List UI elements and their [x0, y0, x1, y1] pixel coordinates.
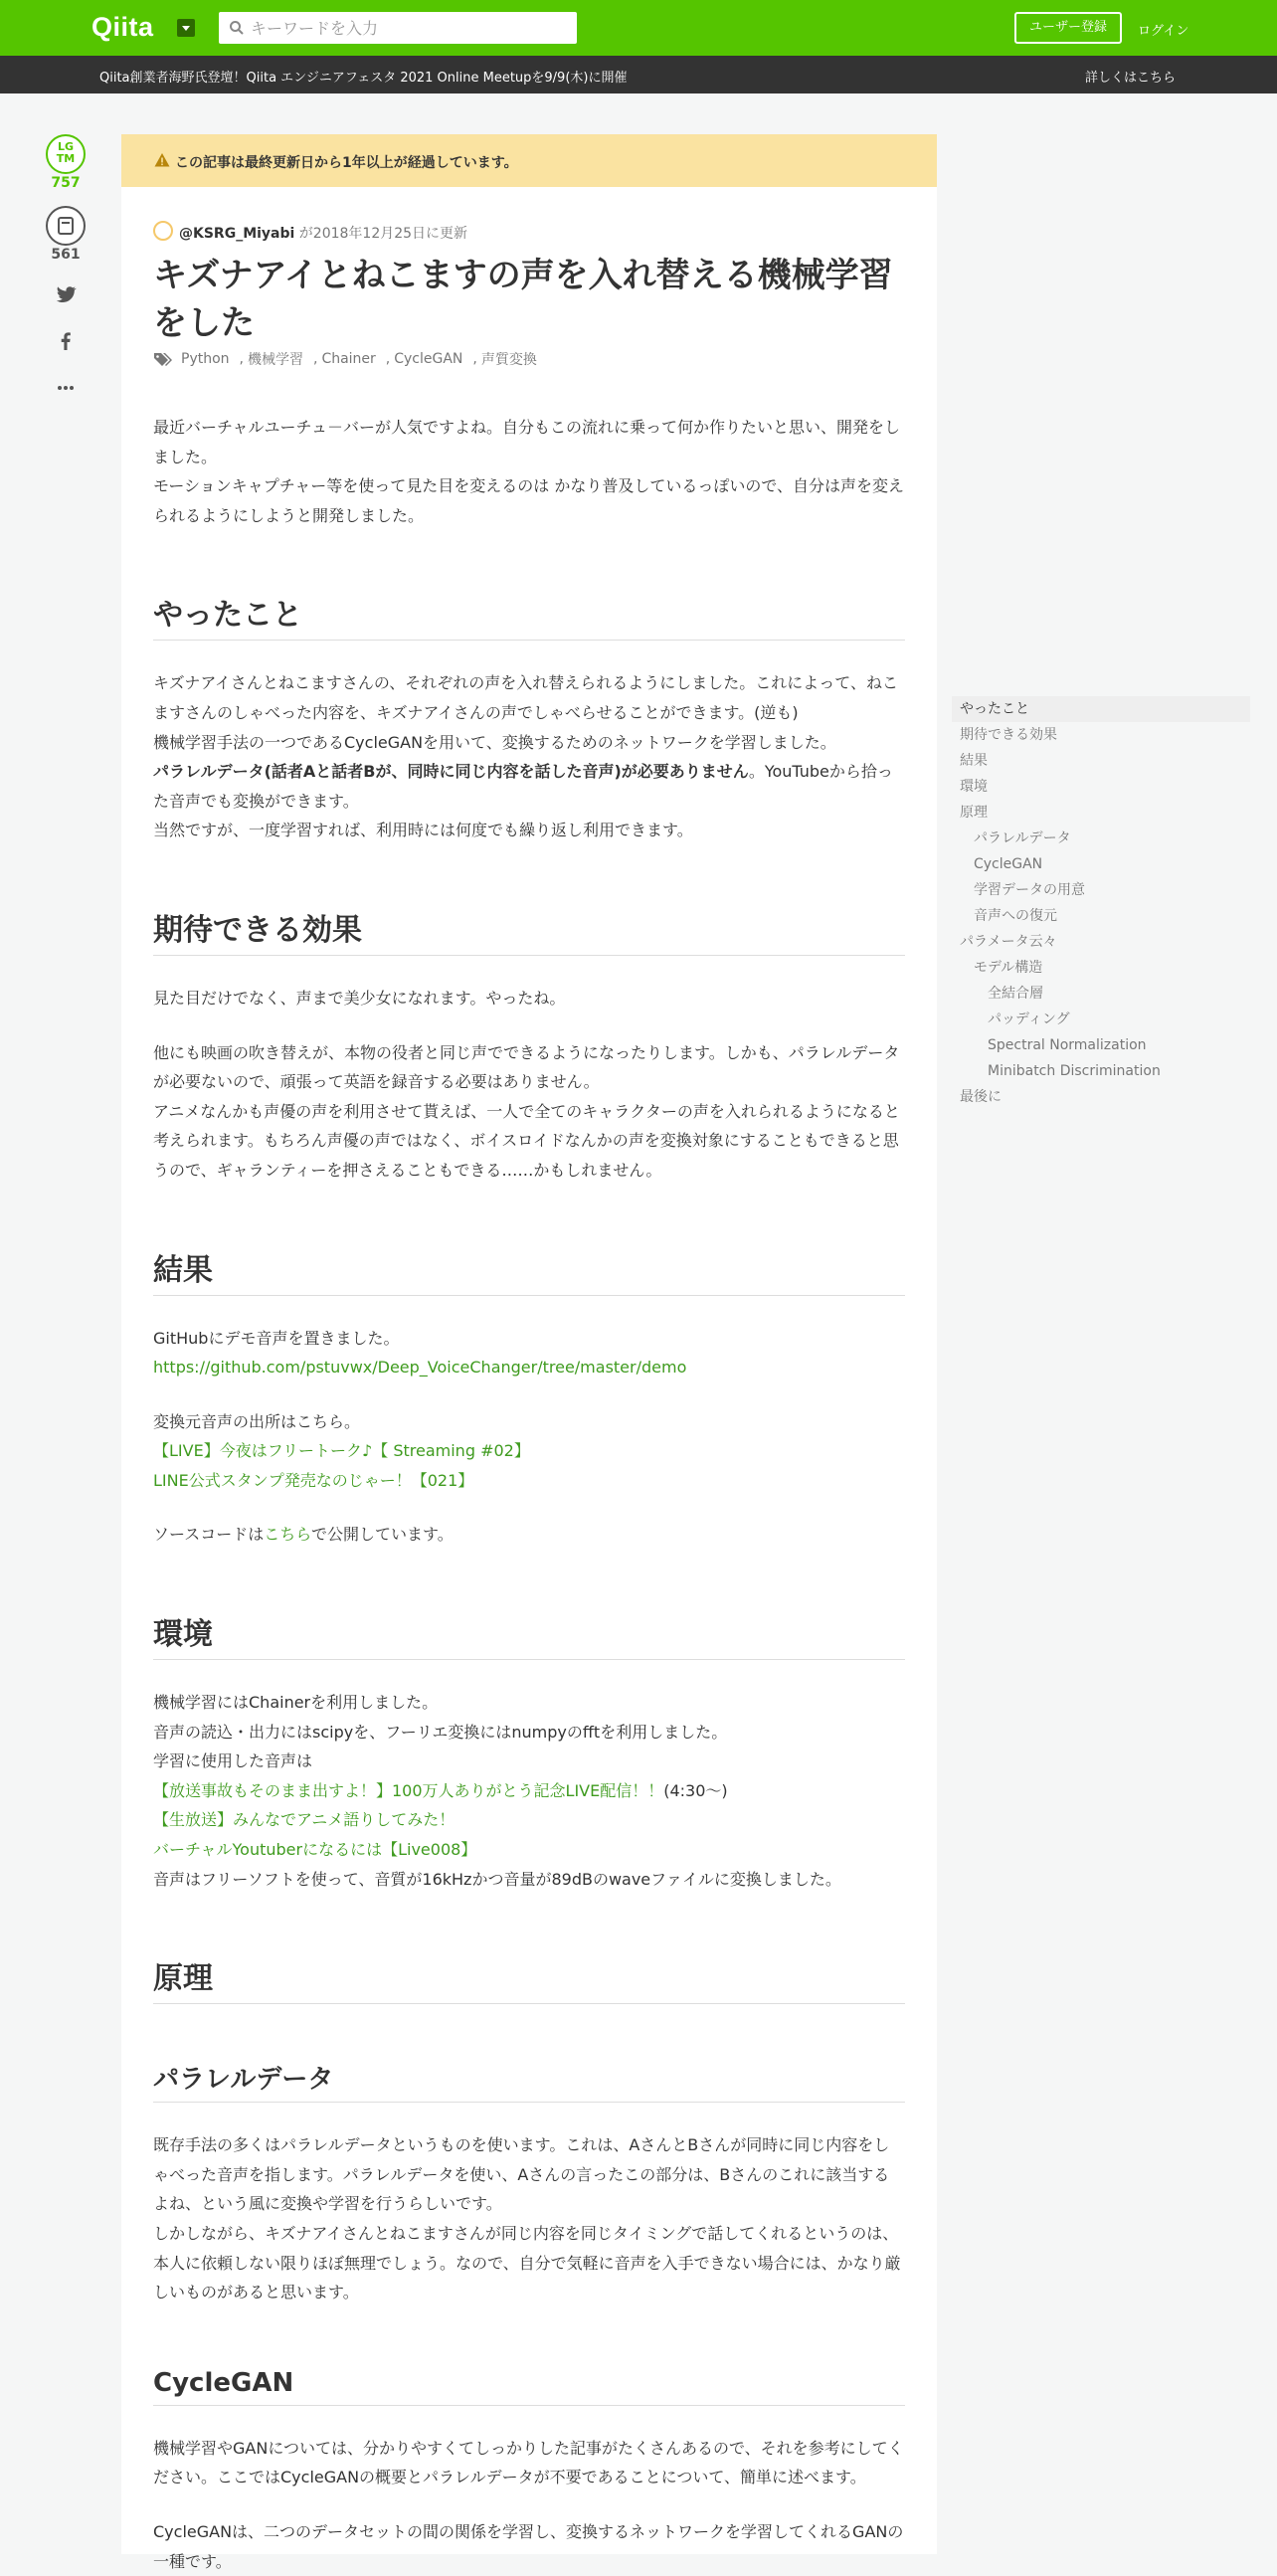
article-title: キズナアイとねこますの声を入れ替える機械学習をした — [153, 256, 893, 343]
demo-link[interactable]: https://github.com/pstuvwx/Deep_VoiceChanger/tree/master/demo — [153, 1358, 687, 1378]
warning-icon — [154, 152, 170, 168]
text: で公開しています。 — [311, 1525, 454, 1545]
login-link[interactable]: ログイン — [1138, 24, 1189, 39]
text: 。YouTubeから拾った音声でも変換ができます。 — [153, 762, 893, 811]
bold-text: パラレルデータ(話者Aと話者Bが、同時に同じ内容を話した音声)が必要ありません — [153, 762, 749, 782]
toc-item[interactable]: Minibatch Discrimination — [988, 1063, 1161, 1079]
toc-item[interactable]: 結果 — [960, 753, 988, 769]
paragraph: 機械学習やGANについては、分かりやすくてしっかりした記事がたくさんあるので、それを参考にしてください。ここではCycleGANの概要とパラレルデータが不要であることについて、簡単に述べます。 — [153, 2438, 904, 2487]
paragraph: モーションキャプチャー等を使って見た目を変えるのは かなり普及しているっぽいので、自分は声を変えられるようにしようと開発しました。 — [153, 476, 905, 525]
lgtm-button[interactable] — [46, 134, 86, 174]
paragraph: 既存手法の多くはパラレルデータというものを使います。これは、AさんとBさんが同時に同じ内容をしゃべった音声を指します。パラレルデータを使い、Aさんの言ったこの部分は、Bさんのこれに該当するよね、という風に変換や学習を行うらしいです。 — [153, 2135, 890, 2214]
tag-list: Python , 機械学習 , Chainer , CycleGAN , 声質変換 — [153, 349, 547, 369]
toc-item[interactable]: モデル構造 — [974, 960, 1043, 976]
stock-button[interactable] — [46, 206, 86, 246]
section-heading: やったこと — [153, 594, 905, 641]
toc-item[interactable]: 期待できる効果 — [960, 727, 1057, 743]
more-icon[interactable] — [54, 376, 78, 400]
qiita-logo[interactable]: Qiita — [91, 12, 154, 42]
section-heading: 期待できる効果 — [153, 909, 905, 956]
section-heading: 結果 — [153, 1249, 905, 1296]
text: (4:30～) — [663, 1780, 728, 1800]
paragraph: 学習に使用した音声は — [153, 1751, 313, 1771]
lgtm-count: 757 — [51, 175, 81, 191]
source-code-link[interactable]: こちら — [264, 1525, 312, 1545]
toc-item[interactable]: 学習データの用意 — [974, 882, 1085, 898]
source-video-link[interactable]: LINE公式スタンプ発売なのじゃー！【021】 — [153, 1470, 474, 1490]
paragraph: 他にも映画の吹き替えが、本物の役者と同じ声でできるようになったりします。しかも、パラレルデータが必要ないので、頑張って英語を録音する必要はありません。 — [153, 1042, 900, 1092]
tag-item[interactable]: Chainer — [321, 351, 376, 367]
paragraph: GitHubにデモ音声を置きました。 — [153, 1328, 400, 1348]
text: ソースコードは — [153, 1525, 265, 1545]
announcement-bar — [0, 56, 1277, 93]
tag-item[interactable]: 機械学習 — [247, 352, 303, 368]
subsection-heading: パラレルデータ — [153, 2060, 905, 2103]
subsection-heading: CycleGAN — [153, 2363, 905, 2406]
announcement-link[interactable]: 詳しくはこちら — [1084, 71, 1176, 86]
outdated-warning — [121, 134, 937, 187]
toc-item[interactable]: 音声への復元 — [974, 908, 1057, 924]
tag-item[interactable]: CycleGAN — [394, 351, 463, 367]
twitter-icon[interactable] — [54, 282, 78, 306]
toc-item[interactable]: 原理 — [960, 805, 988, 821]
stock-icon — [57, 216, 75, 236]
toc-item[interactable]: 最後に — [960, 1089, 1002, 1105]
toc-item[interactable]: 全結合層 — [988, 986, 1043, 1002]
facebook-icon[interactable] — [54, 328, 78, 352]
warning-text: この記事は最終更新日から1年以上が経過しています。 — [175, 155, 518, 171]
logo-dropdown-icon[interactable] — [177, 19, 195, 37]
author-line — [179, 223, 467, 243]
author-name[interactable]: @KSRG_Miyabi — [179, 226, 295, 242]
paragraph: 最近バーチャルユーチュ－バーが人気ですよね。自分もこの流れに乗って何か作りたいと思い、開発をしました。 — [153, 418, 901, 466]
paragraph: しかしながら、キズナアイさんとねこますさんが同じ内容を同じタイミングで話してくれるというのは、本人に依頼しない限りほぼ無理でしょう。なので、自分で気軽に音声を入手できない場合には、かなり厳しいものがあると思います。 — [153, 2224, 901, 2302]
toc-item[interactable]: CycleGAN — [974, 856, 1043, 872]
paragraph: 当然ですが、一度学習すれば、利用時には何度でも繰り返し利用できます。 — [153, 821, 693, 840]
paragraph: CycleGANは、二つのデータセットの間の関係を学習し、変換するネットワークを学習してくれるGANの一種です。 — [153, 2521, 904, 2571]
paragraph: 音声の読込・出力にはscipyを、フーリエ変換にはnumpyのfftを利用しました。 — [153, 1722, 728, 1742]
tag-icon — [153, 351, 173, 367]
article — [121, 134, 937, 2571]
paragraph: キズナアイさんとねこますさんの、それぞれの声を入れ替えられるようにしました。これによって、ねこますさんのしゃべった内容を、キズナアイさんの声でしゃべらせることができます。(逆も) — [153, 673, 898, 722]
paragraph: 見た目だけでなく、声まで美少女になれます。やったね。 — [153, 988, 566, 1008]
paragraph: 音声はフリーソフトを使って、音質が16kHzかつ音量が89dBのwaveファイルに変換しました。 — [153, 1869, 841, 1889]
signup-button[interactable]: ユーザー登録 — [1014, 12, 1122, 44]
site-header — [0, 0, 1277, 56]
source-video-link[interactable]: 【LIVE】今夜はフリートーク♪【 Streaming #02】 — [153, 1441, 530, 1461]
paragraph: アニメなんかも声優の声を利用させて貰えば、一人で全てのキャラクターの声を入れられるようになると考えられます。もちろん声優の声ではなく、ボイスロイドなんかの声を変換対象にすることもできると思うので、ギャランティーを押さえることもできる……かもしれません。 — [153, 1101, 900, 1180]
lgtm-icon: LG TM — [56, 140, 76, 165]
stock-count: 561 — [51, 247, 81, 263]
training-video-link[interactable]: 【生放送】みんなでアニメ語りしてみた！ — [153, 1810, 456, 1830]
toc-item[interactable]: パラレルデータ — [974, 830, 1071, 846]
search-input[interactable] — [251, 12, 569, 44]
paragraph — [153, 757, 905, 816]
article-body — [153, 413, 905, 2576]
avatar[interactable] — [153, 221, 173, 241]
table-of-contents — [952, 696, 1250, 1110]
paragraph: 変換元音声の出所はこちら。 — [153, 1411, 361, 1431]
updated-date: が2018年12月25日に更新 — [298, 226, 468, 242]
toc-item[interactable]: やったこと — [952, 696, 1250, 722]
section-heading: 原理 — [153, 1957, 905, 2004]
training-video-link[interactable]: 【放送事故もそのまま出すよ！】100万人ありがとう記念LIVE配信！！ — [153, 1780, 664, 1800]
paragraph: 機械学習にはChainerを利用しました。 — [153, 1693, 439, 1713]
toc-item[interactable]: パッディング — [988, 1012, 1070, 1027]
paragraph: 機械学習手法の一つであるCycleGANを用いて、変換するためのネットワークを学習しました。 — [153, 732, 836, 752]
search-icon — [229, 20, 245, 36]
tag-item[interactable]: 声質変換 — [480, 352, 537, 368]
toc-item[interactable]: Spectral Normalization — [988, 1037, 1147, 1053]
tag-item[interactable]: Python — [181, 351, 230, 367]
announcement-text[interactable]: Qiita創業者海野氏登壇！Qiita エンジニアフェスタ 2021 Online Meetupを9/9(木)に開催 — [99, 71, 628, 86]
toc-item[interactable]: 環境 — [960, 779, 988, 795]
section-heading: 環境 — [153, 1613, 905, 1660]
toc-item[interactable]: パラメータ云々 — [960, 934, 1057, 950]
paragraph — [153, 1520, 905, 1550]
search-box[interactable] — [219, 12, 577, 44]
training-video-link[interactable]: バーチャルYoutuberになるには【Live008】 — [153, 1840, 477, 1860]
